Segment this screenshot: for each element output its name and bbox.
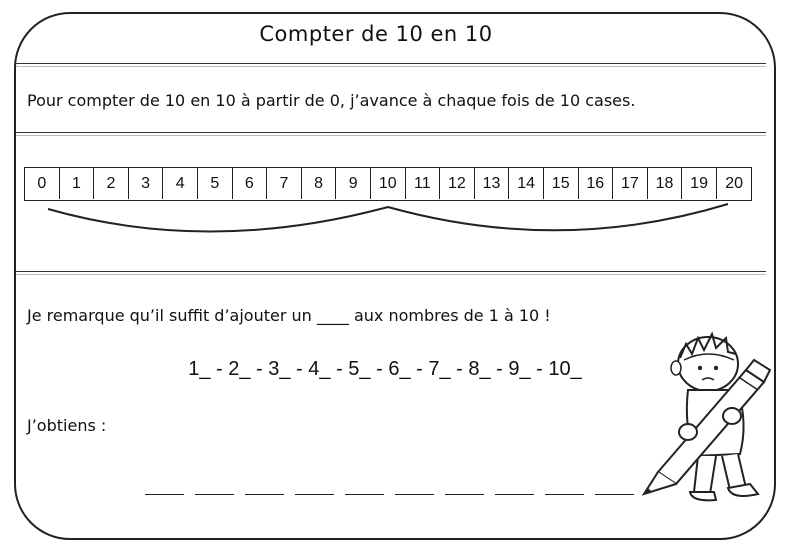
- number-cell: 10: [371, 168, 406, 199]
- jump-arc-10-20: [388, 204, 728, 230]
- number-cell: 11: [406, 168, 441, 199]
- number-cell: 19: [682, 168, 717, 199]
- number-cell: 7: [267, 168, 302, 199]
- number-cell: 3: [129, 168, 164, 199]
- answer-blank[interactable]: [445, 478, 484, 495]
- number-cell: 5: [198, 168, 233, 199]
- answer-blank[interactable]: [495, 478, 534, 495]
- answer-blank[interactable]: [245, 478, 284, 495]
- answer-blank[interactable]: [295, 478, 334, 495]
- number-cell: 12: [440, 168, 475, 199]
- answer-blank[interactable]: [195, 478, 234, 495]
- number-cell: 18: [648, 168, 683, 199]
- divider-middle: [16, 271, 766, 272]
- answer-blank[interactable]: [545, 478, 584, 495]
- number-cell: 0: [25, 168, 60, 199]
- number-cell: 15: [544, 168, 579, 199]
- answer-blank[interactable]: [595, 478, 634, 495]
- answer-blank[interactable]: [145, 478, 184, 495]
- number-cell: 2: [94, 168, 129, 199]
- number-cell: 13: [475, 168, 510, 199]
- number-cell: 1: [60, 168, 95, 199]
- number-cell: 14: [509, 168, 544, 199]
- divider-middle-shadow: [16, 274, 766, 275]
- sequence-line: 1_ - 2_ - 3_ - 4_ - 5_ - 6_ - 7_ - 8_ - 9_ - 10_: [188, 358, 582, 380]
- number-cell: 9: [336, 168, 371, 199]
- obtiens-label: J’obtiens :: [27, 416, 107, 435]
- jump-arc-0-10: [48, 207, 388, 232]
- answer-blanks: [145, 478, 634, 495]
- number-cell: 16: [579, 168, 614, 199]
- number-cell: 4: [163, 168, 198, 199]
- worksheet-title: Compter de 10 en 10: [259, 22, 493, 46]
- answer-blank[interactable]: [395, 478, 434, 495]
- intro-sentence: Pour compter de 10 en 10 à partir de 0, j’avance à chaque fois de 10 cases.: [27, 91, 636, 110]
- number-cell: 8: [302, 168, 337, 199]
- remark-sentence: Je remarque qu’il suffit d’ajouter un ____ aux nombres de 1 à 10 !: [27, 306, 551, 325]
- number-cell: 6: [233, 168, 268, 199]
- answer-blank[interactable]: [345, 478, 384, 495]
- number-cell: 17: [613, 168, 648, 199]
- number-cell: 20: [725, 174, 744, 192]
- boy-with-pencil-illustration: [636, 324, 776, 514]
